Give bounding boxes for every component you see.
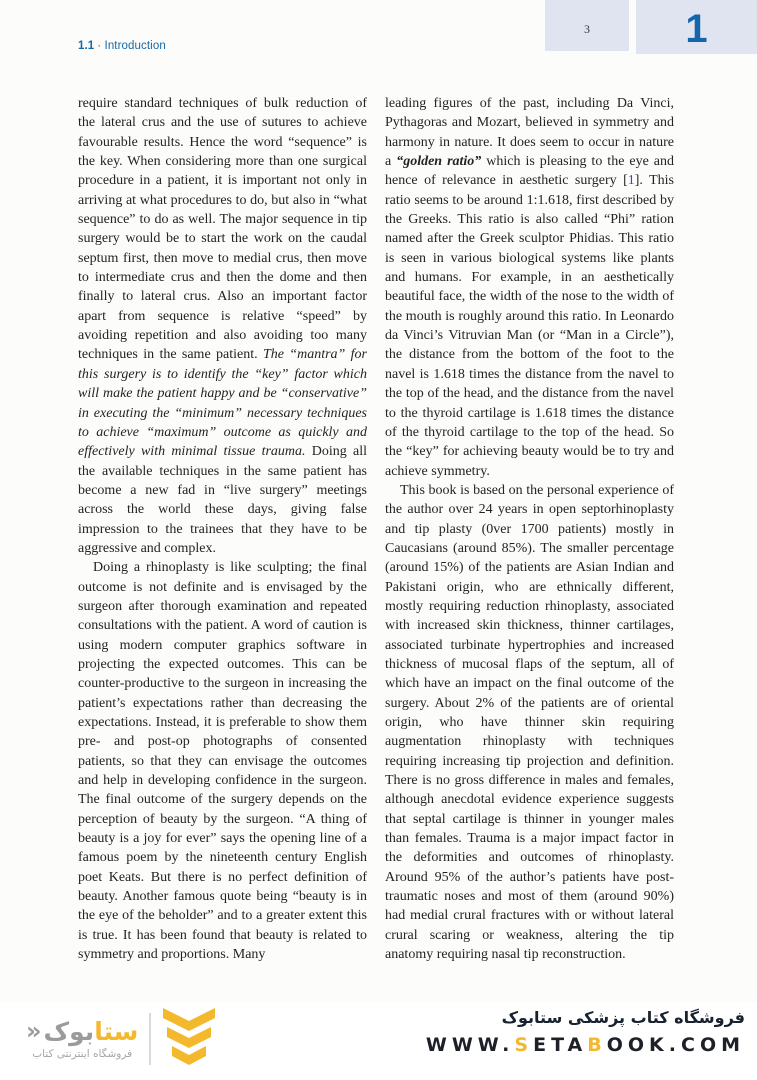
right-column — [385, 94, 674, 964]
paragraph-text: Doing all the available techniques in the same patient has become a new fad in “live surgery” meetings across the world these days, giving false impression to the trainees that they have to be aggressive and complex. — [78, 444, 367, 556]
left-column — [78, 94, 367, 964]
body-paragraph — [78, 94, 367, 558]
paragraph-text: require standard techniques of bulk reduction of the lateral crus and the use of sutures to achieve favourable results. Hence the word “sequence” is the key. When considering more than one surgical procedure in a patient, it is important not only in arriving at what procedures to do, but also in “what sequence” to do as well. The major sequence in tip surgery would be to start the work on the caudal septum first, then move to medial crus, then move to intermediate crus and then the dome and then finally to lateral crus. Also an important factor apart from sequence is relative “speed” by avoiding repetition and also avoiding too many techniques in the same patient. — [78, 96, 367, 363]
italic-passage: The “mantra” for this surgery is to identify the “key” factor which will make the patient happy and be “conservative” in executing the “minimum” necessary techniques to achieve “maximum” outcome as quickly and effectively with minimal tissue trauma. — [78, 347, 367, 460]
logo-divider — [149, 1013, 151, 1065]
page-number: 3 — [584, 22, 590, 36]
body-paragraph: Doing a rhinoplasty is like sculpting; the final outcome is not definite and is envisaged by the surgeon after thorough examination and repeated consultations with the patient. A word of caution is using modern computer graphics software in projecting the expected outcomes. This can be counter-productive to the surgeon in increasing the patient’s expectations rather than decreasing the expectations. Instead, it is preferable to show them pre- and post-op photographs of consented patients, so that they can envisage the outcomes and help in developing confidence in the surgeon. The final outcome of the surgery depends on the perception of beauty by the surgeon. “A thing of beauty is a joy for ever” says the opening line of a famous poem by the nineteenth century English poet Keats. But there is no perfect definition of beauty. Another famous quote being “beauty is in the eye of the beholder” and to a greater extent this is true. It has been found that beauty is related to symmetry and proportions. Many — [78, 560, 367, 963]
body-paragraph: This book is based on the personal experience of the author over 24 years in open septorhinoplasty and tip plasty (0ver 1700 patients) mostly in Caucasians (around 85%). The smaller percentage (around 15%) of the patients are Asian Indian and Pakistani origin, who are ethnically different, mostly requiring reduction rhinoplasty, associated with increased skin thickness, thinner cartilages, associated turbinate hypertrophies and increased thickness of mucosal flaps of the septum, all of which have an impact on the final outcome of the surgery. About 2% of the patients are of oriental origin, who have thinner skin requiring augmentation rhinoplasty with techniques requiring increasing tip projection and definition. There is no gross difference in males and females, although anecdotal evidence experience suggests that septal cartilage is thinner in younger males than females. Trauma is a major impact factor in the deformities and outcomes of rhinoplasty. Around 95% of the author’s patients have post-traumatic noses and most of them (around 90%) had medial crural fractures with or without lateral crural scaring or weakness, altering the tip anatomy requiring nasal tip reconstruction. — [385, 482, 674, 963]
url-seg: WWW. — [425, 1034, 515, 1056]
section-number: 1.1 — [78, 40, 95, 52]
store-title-fa: فروشگاه کتاب پزشکی ستابوک — [501, 1008, 745, 1027]
url-seg: ETA — [533, 1034, 588, 1056]
logo-wordmark — [26, 1018, 138, 1046]
breadcrumb — [78, 40, 166, 52]
paragraph-text: which is pleasing to the eye and hence of relevance in aesthetic surgery [ — [385, 154, 675, 189]
url-seg: OOK.COM — [606, 1034, 745, 1056]
golden-ratio-phrase: “golden ratio” — [396, 154, 482, 170]
url-seg-highlight: B — [587, 1034, 607, 1056]
chapter-number-box — [636, 0, 757, 54]
bookstore-text-block — [426, 1008, 745, 1056]
bookstore-footer — [0, 1002, 757, 1080]
logo-wordmark-block — [26, 1018, 138, 1061]
wordmark-book: بوک — [43, 1016, 95, 1046]
website-url — [426, 1034, 745, 1056]
url-seg-highlight: S — [514, 1034, 534, 1056]
setabook-logo — [26, 1008, 216, 1070]
paragraph-text: ]. This ratio seems to be around 1:1.618, first described by the Greeks. This ratio is also called “Phi” ration named after the Greek sculptor Phidias. This ratio is seen in various biological systems like plants and humans. For example, in an aesthetically beautiful face, the width of the nose to the width of the mouth is roughly around this ratio. In Leonardo da Vinci’s Vitruvian Man (or “Man in a Circle”), the distance from the bottom of the foot to the navel is 1.618 times the distance from the navel to the top of the head, and the distance from the navel to the thyroid cartilage is 1.618 times the distance of the thyroid cartilage to the top of the head. So the “key” for achieving beauty would be to try and achieve symmetry. — [385, 173, 674, 479]
guillemet-icon: « — [26, 1017, 42, 1046]
body-paragraph — [385, 94, 674, 481]
citation-ref-1[interactable]: 1 — [627, 173, 635, 189]
chapter-number: 1 — [685, 7, 708, 51]
paragraph-text: leading figures of the past, including Da Vinci, Pythagoras and Mozart, believed in symmetry and harmony in nature. It does seem to occur in nature a — [385, 96, 674, 170]
chevron-emblem-icon — [162, 1008, 216, 1070]
logo-tagline: فروشگاه اینترنتی کتاب — [32, 1048, 133, 1061]
text-columns — [78, 94, 674, 964]
page-number-box — [545, 0, 629, 51]
section-title: · Introduction — [97, 40, 166, 52]
wordmark-seta: ستا — [94, 1016, 139, 1046]
